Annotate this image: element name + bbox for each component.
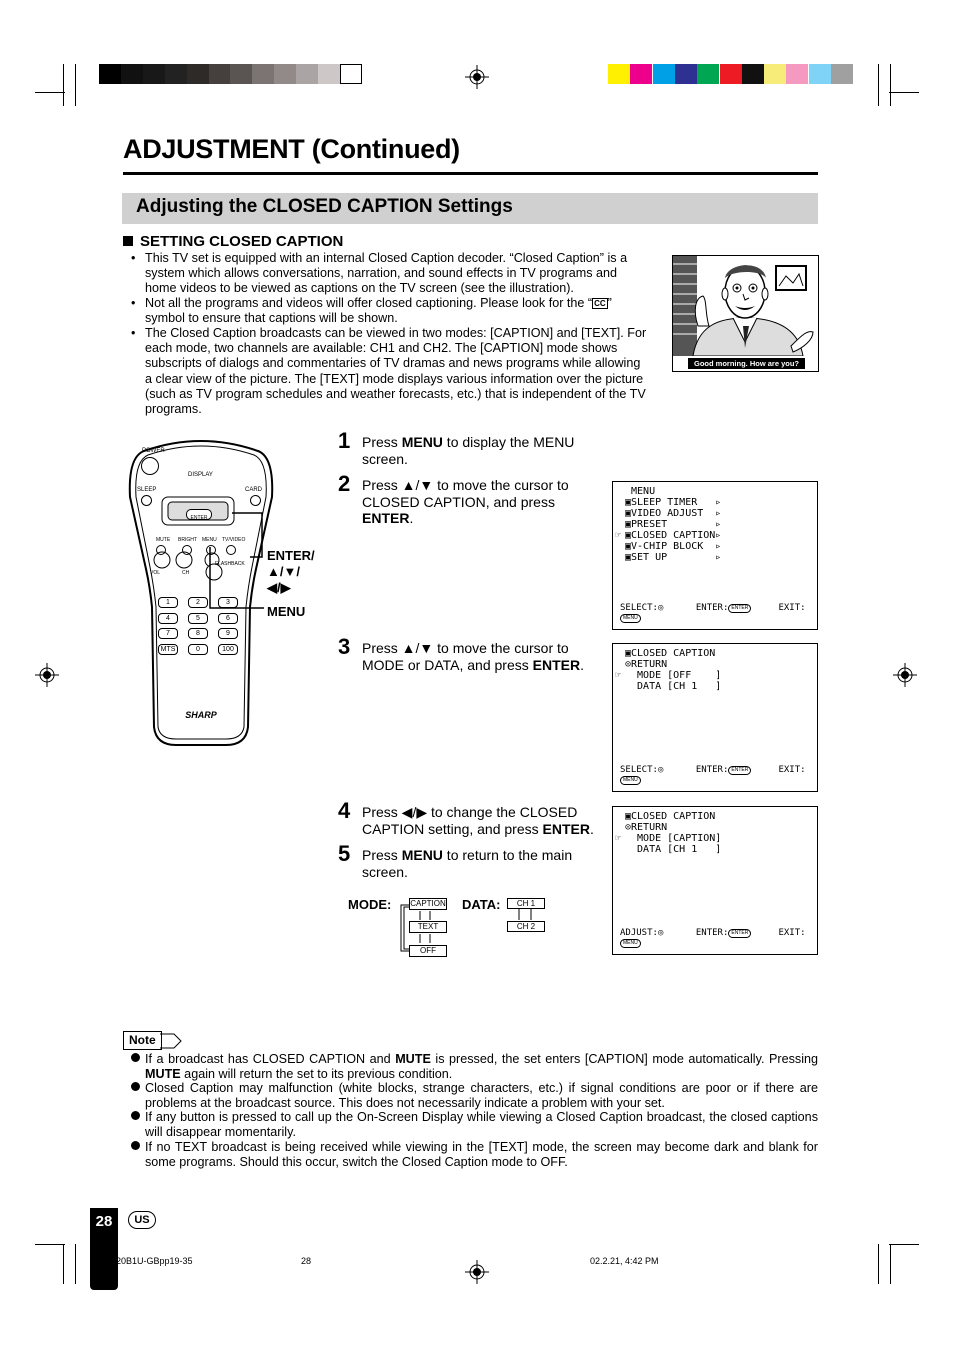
- keypad-button[interactable]: 1: [158, 597, 178, 608]
- menu-callout: MENU: [267, 604, 306, 619]
- gray-swatch: [143, 64, 165, 84]
- gray-swatch: [99, 64, 121, 84]
- cc-symbol-icon: CC: [594, 299, 606, 308]
- note-arrow-icon: [160, 1033, 182, 1049]
- registration-mark-bottom: [465, 1260, 489, 1284]
- gray-swatch: [187, 64, 209, 84]
- closed-caption-illustration: [672, 255, 819, 372]
- section-title: Adjusting the CLOSED CAPTION Settings: [136, 196, 513, 217]
- osd-closed-caption-adjust-screen: ▣CLOSED CAPTION ⊙RETURN MODE [CAPTION] DATA [CH 1 ] ☞ ADJUST:◎ ENTER: ENTER EXIT:MENU: [612, 806, 818, 955]
- flashback-label: FLASHBACK: [215, 561, 245, 567]
- keypad-button[interactable]: 5: [188, 613, 208, 624]
- gray-swatch: [209, 64, 231, 84]
- mode-arrows: [396, 898, 446, 958]
- keypad-button[interactable]: 7: [158, 628, 178, 639]
- keypad-button[interactable]: 100: [218, 644, 238, 655]
- step-text: Press MENU to return to the main screen.: [362, 847, 573, 880]
- step-text: Press ▲/▼ to move the cursor to CLOSED CAPTION, and press ENTER.: [362, 477, 569, 526]
- vol-label: VOL: [150, 570, 161, 576]
- mute-label: MUTE: [156, 537, 171, 543]
- keypad-button[interactable]: 3: [218, 597, 238, 608]
- mode-text-box: TEXT: [409, 921, 447, 933]
- step-number: 5: [338, 841, 351, 866]
- bright-label: BRIGHT: [178, 537, 197, 543]
- osd-closed-caption-screen: ▣CLOSED CAPTION ⊙RETURN MODE [OFF ] DATA [CH 1 ] ☞ SELECT:◎ ENTER: ENTER EXIT:MENU: [612, 643, 818, 792]
- enter-button[interactable]: ENTER: [186, 509, 212, 520]
- keypad-button[interactable]: 8: [188, 628, 208, 639]
- page-tab: [90, 1208, 118, 1290]
- page-number: 28: [95, 1213, 113, 1230]
- display-label: DISPLAY: [188, 472, 213, 478]
- osd-footer: SELECT:◎ ENTER: ENTER EXIT:MENU: [620, 765, 806, 783]
- gray-swatch: [165, 64, 187, 84]
- osd-menu-screen: MENU ▣SLEEP TIMER ▹ ▣VIDEO ADJUST ▹ ▣PRESET ▹ ▣CLOSED CAPTION▹ ▣V-CHIP BLOCK ▹ ▣SET UP ▹ ☞ SELECT:◎ ENTER: ENTER EXIT:MENU: [612, 481, 818, 630]
- square-bullet-icon: [123, 236, 133, 246]
- step-number: 4: [338, 798, 351, 823]
- keypad-button[interactable]: 0: [188, 644, 208, 655]
- step-text: Press MENU to display the MENU screen.: [362, 434, 575, 467]
- footer-page: 28: [301, 1256, 312, 1266]
- registration-mark-left: [35, 663, 59, 687]
- page-title: ADJUSTMENT (Continued): [123, 134, 460, 164]
- section-band: [122, 193, 818, 224]
- osd-footer: SELECT:◎ ENTER: ENTER EXIT:MENU: [620, 603, 806, 621]
- osd-footer: ADJUST:◎ ENTER: ENTER EXIT:MENU: [620, 928, 806, 946]
- sleep-button[interactable]: [141, 495, 152, 506]
- menu-label: MENU: [202, 537, 217, 543]
- gray-swatch: [340, 64, 362, 84]
- tv-video-label: TV/VIDEO: [222, 537, 246, 543]
- step-number: 3: [338, 634, 351, 659]
- mute-button[interactable]: [156, 545, 166, 555]
- keypad-button[interactable]: 6: [218, 613, 238, 624]
- mode-label: MODE:: [348, 897, 392, 912]
- color-swatch: [608, 64, 630, 84]
- color-swatch: [809, 64, 831, 84]
- color-swatch: [653, 64, 675, 84]
- footer-date: 02.2.21, 4:42 PM: [590, 1256, 659, 1266]
- region-badge: US: [128, 1211, 156, 1229]
- hand-cursor-icon: ☞: [615, 670, 622, 681]
- gray-swatch: [296, 64, 318, 84]
- note-tag: Note: [123, 1031, 162, 1050]
- title-rule: [123, 172, 818, 175]
- keypad-button[interactable]: 2: [188, 597, 208, 608]
- registration-mark-top: [465, 65, 489, 89]
- data-ch1-box: CH 1: [507, 898, 545, 909]
- color-swatch: [675, 64, 697, 84]
- footer-file: 20B1U-GBpp19-35: [116, 1256, 193, 1266]
- keypad-button[interactable]: 4: [158, 613, 178, 624]
- mode-caption-box: CAPTION: [410, 899, 446, 908]
- color-swatch: [630, 64, 652, 84]
- color-swatch: [764, 64, 786, 84]
- power-label: POWER: [142, 448, 165, 454]
- ch-label: CH: [182, 570, 190, 576]
- hand-cursor-icon: ☞: [615, 530, 622, 541]
- keypad-button[interactable]: 9: [218, 628, 238, 639]
- callout-lines: [180, 505, 270, 615]
- gray-swatch: [230, 64, 252, 84]
- data-ch2-box: CH 2: [507, 921, 545, 932]
- data-label: DATA:: [462, 897, 501, 912]
- enter-callout: ENTER/ ▲/▼/ ◀/▶: [267, 548, 315, 595]
- color-swatch: [831, 64, 853, 84]
- color-swatch: [742, 64, 764, 84]
- gray-swatch: [318, 64, 340, 84]
- power-button[interactable]: [141, 457, 159, 475]
- step-text: Press ▲/▼ to move the cursor to MODE or DATA, and press ENTER.: [362, 640, 584, 673]
- registration-mark-right: [893, 663, 917, 687]
- gray-swatch: [252, 64, 274, 84]
- color-swatch: [786, 64, 808, 84]
- caption-text: Good morning. How are you?: [688, 358, 805, 369]
- sleep-label: SLEEP: [137, 487, 157, 493]
- mode-off-box: OFF: [409, 945, 447, 957]
- color-swatch: [697, 64, 719, 84]
- color-swatch: [720, 64, 742, 84]
- keypad-button[interactable]: MTS: [158, 644, 178, 655]
- step-number: 1: [338, 428, 351, 453]
- step-text: Press ◀/▶ to change the CLOSED CAPTION setting, and press ENTER.: [362, 804, 594, 837]
- step-number: 2: [338, 471, 351, 496]
- data-arrows: [507, 908, 543, 922]
- hand-cursor-icon: ☞: [615, 833, 622, 844]
- gray-swatch: [121, 64, 143, 84]
- gray-swatch: [274, 64, 296, 84]
- man-on-tv-illustration: [673, 256, 818, 356]
- brand-logo: SHARP: [185, 710, 217, 720]
- subheading: SETTING CLOSED CAPTION: [123, 233, 343, 250]
- card-label: CARD: [245, 487, 263, 493]
